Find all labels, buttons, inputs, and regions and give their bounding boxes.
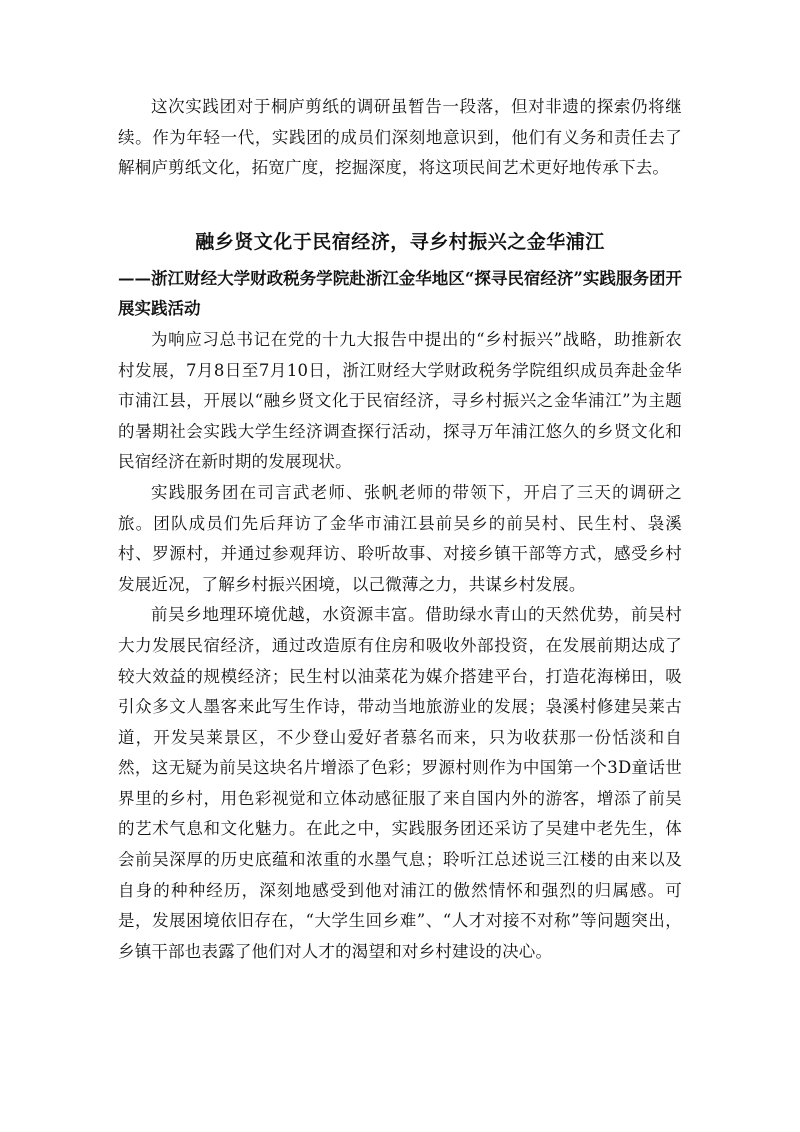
article-paragraph-2: 实践服务团在司言武老师、张帆老师的带领下，开启了三天的调研之旅。团队成员们先后拜访了金华市浦江县前吴乡的前吴村、民生村、袅溪村、罗源村，并通过参观拜访、聆听故事、对接乡镇干部等方式，感受乡村发展近况，了解乡村振兴困境，以己微薄之力，共谋乡村发展。 (118, 482, 682, 594)
intro-paragraph: 这次实践团对于桐庐剪纸的调研虽暂告一段落，但对非遗的探索仍将继续。作为年轻一代，实践团的成员们深刻地意识到，他们有义务和责任去了解桐庐剪纸文化，拓宽广度，挖掘深度，将这项民间艺术更好地传承下去。 (118, 97, 682, 178)
article-title: 融乡贤文化于民宿经济，寻乡村振兴之金华浦江 (195, 230, 605, 253)
article-subtitle: ——浙江财经大学财政税务学院赴浙江金华地区“探寻民宿经济”实践服务团开展实践活动 (118, 268, 682, 319)
article-paragraph-1: 为响应习总书记在党的十九大报告中提出的“乡村振兴”战略，助推新农村发展，7月8日至7月10日，浙江财经大学财政税务学院组织成员奔赴金华市浦江县，开展以“融乡贤文化于民宿经济，寻乡村振兴之金华浦江”为主题的暑期社会实践大学生经济调查探行活动，探寻万年浦江悠久的乡贤文化和民宿经济在新时期的发展现状。 (118, 329, 682, 472)
article-paragraph-3: 前吴乡地理环境优越，水资源丰富。借助绿水青山的天然优势，前吴村大力发展民宿经济，通过改造原有住房和吸收外部投资，在发展前期达成了较大效益的规模经济；民生村以油菜花为媒介搭建平台，打造花海梯田，吸引众多文人墨客来此写生作诗，带动当地旅游业的发展；袅溪村修建吴莱古道，开发吴莱景区，不少登山爱好者慕名而来，只为收获那一份恬淡和自然，这无疑为前吴这块名片增添了色彩；罗源村则作为中国第一个3D童话世界里的乡村，用色彩视觉和立体动感征服了来自国内外的游客，增添了前吴的艺术气息和文化魅力。在此之中，实践服务团还采访了吴建中老先生，体会前吴深厚的历史底蕴和浓重的水墨气息；聆听江总述说三江楼的由来以及自身的种种经历，深刻地感受到他对浦江的傲然情怀和强烈的归属感。可是，发展困境依旧存在，“大学生回乡难”、“人才对接不对称”等问题突出，乡镇干部也表露了他们对人才的渴望和对乡村建设的决心。 (118, 605, 682, 961)
